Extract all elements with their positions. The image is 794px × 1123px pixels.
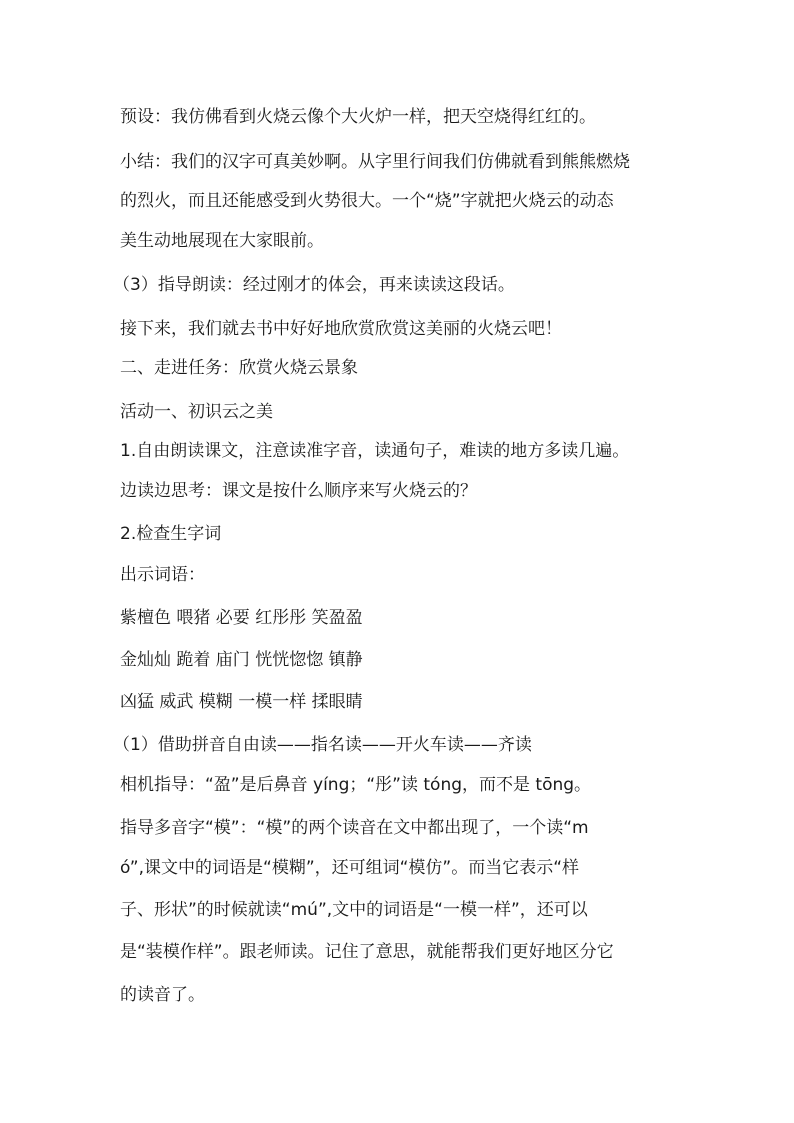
text-line: 指导多音字“模”：“模”的两个读音在文中都出现了，一个读“m xyxy=(120,818,589,838)
vocab-line: 金灿灿 跪着 庙门 恍恍惚惚 镇静 xyxy=(120,650,363,670)
text-line: 的烈火，而且还能感受到火势很大。一个“烧”字就把火烧云的动态 xyxy=(120,191,614,211)
text-line: （1）借助拼音自由读——指名读——开火车读——齐读 xyxy=(113,735,532,755)
vocab-line: 紫檀色 喂猪 必要 红彤彤 笑盈盈 xyxy=(120,608,363,628)
section-heading: 二、走进任务：欣赏火烧云景象 xyxy=(120,358,358,378)
text-line: ó”,课文中的词语是“模糊”，还可组词“模仿”。而当它表示“样 xyxy=(120,858,580,878)
text-line: 子、形状”的时候就读“mú”,文中的词语是“一模一样”，还可以 xyxy=(120,900,588,920)
vocab-line: 凶猛 威武 模糊 一模一样 揉眼睛 xyxy=(120,692,363,712)
text-line: 边读边思考：课文是按什么顺序来写火烧云的？ xyxy=(120,481,477,501)
text-line: 相机指导：“盈”是后鼻音 yíng；“彤”读 tóng，而不是 tōng。 xyxy=(120,775,592,795)
text-line: 小结：我们的汉字可真美妙啊。从字里行间我们仿佛就看到熊熊燃烧 xyxy=(120,152,630,172)
text-line: 预设：我仿佛看到火烧云像个大火炉一样，把天空烧得红红的。 xyxy=(120,107,596,127)
text-line: 2.检查生字词 xyxy=(120,524,222,544)
text-line: 的读音了。 xyxy=(120,985,205,1005)
text-line: （3）指导朗读：经过刚才的体会，再来读读这段话。 xyxy=(113,275,515,295)
text-line: 是“装模作样”。跟老师读。记住了意思，就能帮我们更好地区分它 xyxy=(120,942,614,962)
text-line: 出示词语： xyxy=(120,565,205,585)
text-line: 美生动地展现在大家眼前。 xyxy=(120,231,324,251)
activity-heading: 活动一、初识云之美 xyxy=(120,402,273,422)
text-line: 1.自由朗读课文，注意读准字音，读通句子，难读的地方多读几遍。 xyxy=(120,441,630,461)
text-line: 接下来，我们就去书中好好地欣赏欣赏这美丽的火烧云吧！ xyxy=(120,319,562,339)
